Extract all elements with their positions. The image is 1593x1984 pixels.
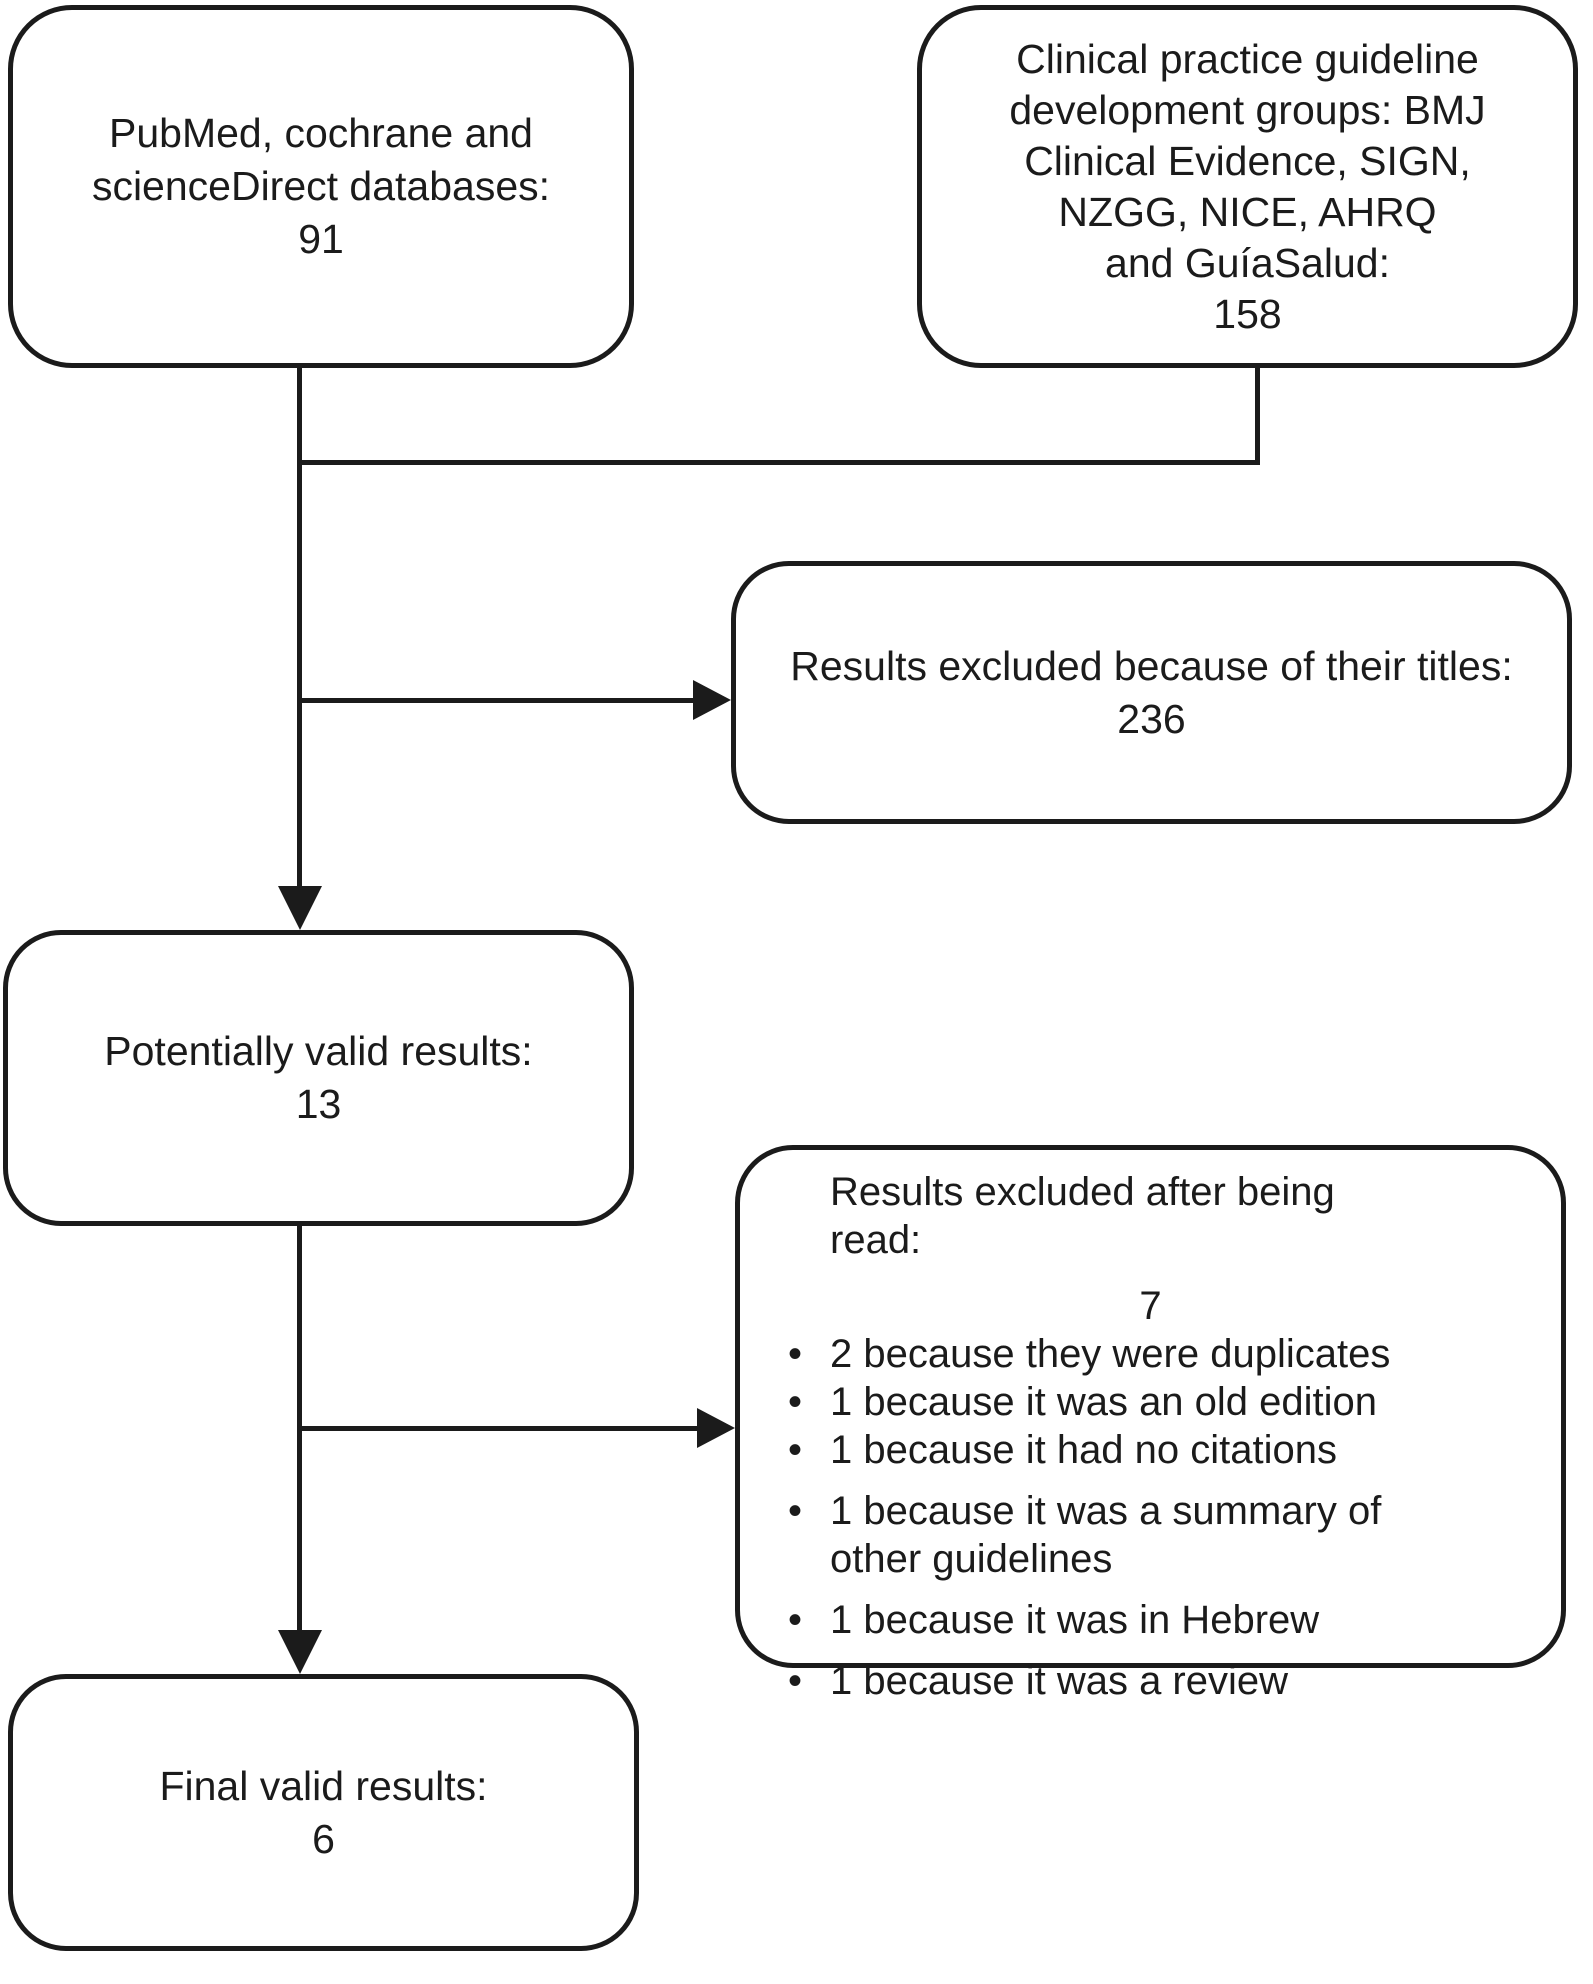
box-final-results [8,1674,639,1951]
exclusion-reason-list [830,1330,1531,1705]
box-text-line: Clinical practice guideline [1016,35,1479,82]
box-text-line: NZGG, NICE, AHRQ [1058,188,1437,235]
box-guideline-groups [917,5,1578,368]
arrowhead-right-icon [693,680,731,720]
arrowhead-down-icon [278,886,322,930]
box-text-line: PubMed, cochrane and [109,110,533,156]
box-text-line: Final valid results: [159,1762,488,1809]
arrowhead-down-icon [278,1630,322,1674]
box-excluded-read [735,1145,1566,1703]
list-item: • 1 because it had no citations [830,1426,1531,1474]
box-text-line: Potentially valid results: [104,1028,533,1074]
box-excluded-titles [731,561,1572,824]
connector-to-excluded-read [299,1426,699,1431]
box-count: 158 [1213,290,1282,337]
box-count: 13 [295,1081,342,1127]
connector-databases-to-valid [297,365,302,890]
box-count: 91 [298,216,344,262]
box-potentially-valid [3,930,634,1226]
box-heading [830,1168,1531,1264]
box-text-line: read: [830,1218,922,1262]
connector-merge-horizontal [297,460,1260,465]
list-item: • 1 because it was in Hebrew [830,1596,1531,1644]
connector-groups-down [1255,365,1260,465]
arrowhead-right-icon [697,1408,735,1448]
box-text-line: Results excluded because of their titles: [790,642,1513,689]
box-count: 6 [312,1815,335,1862]
list-item: • 1 because it was a review [830,1657,1531,1705]
box-text-line: Clinical Evidence, SIGN, [1024,137,1471,184]
box-text-line: and GuíaSalud: [1105,239,1390,286]
box-count: 236 [1117,695,1186,742]
box-text-line: Results excluded after being [830,1170,1335,1214]
connector-to-excluded-titles [299,698,695,703]
list-item: • 1 because it was a summary of other guidelines [830,1487,1410,1583]
box-count: 7 [1139,1284,1162,1328]
box-databases [8,5,634,368]
list-item: • 1 because it was an old edition [830,1378,1531,1426]
box-text-line: development groups: BMJ [1009,86,1486,133]
list-item: • 2 because they were duplicates [830,1330,1531,1378]
box-text-line: scienceDirect databases: [91,163,551,209]
